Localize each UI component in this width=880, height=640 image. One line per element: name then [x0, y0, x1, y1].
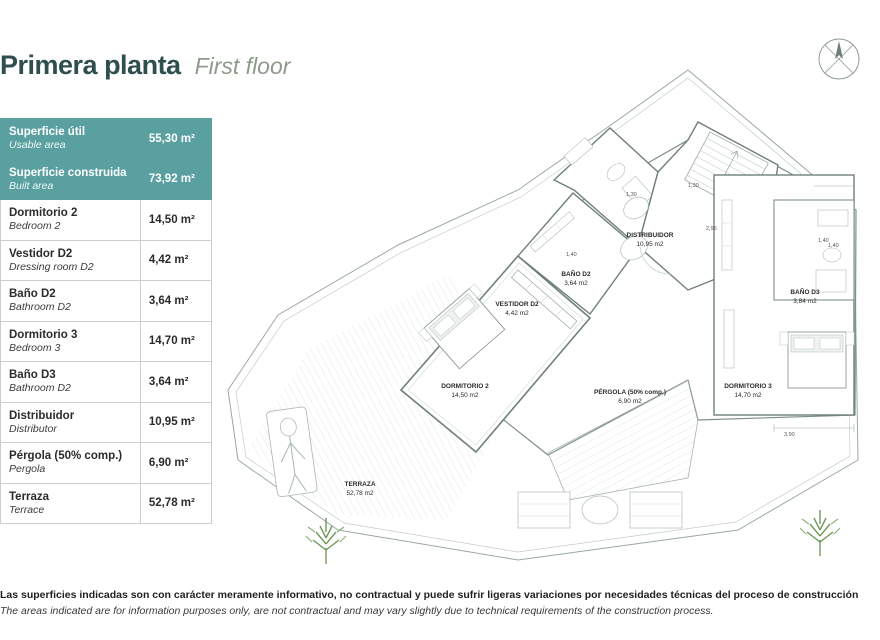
table-cell-label [1, 362, 141, 403]
table-cell-label [1, 402, 141, 443]
room-name: VESTIDOR D2 [495, 301, 539, 309]
table-cell-value: 3,64 m² [140, 362, 211, 403]
table-cell-label [1, 159, 141, 200]
table-row [1, 119, 212, 160]
room-name: BAÑO D2 [561, 271, 591, 279]
table-cell-value: 3,64 m² [140, 281, 211, 322]
room-label-es: Distribuidor [9, 409, 75, 422]
floorplan [218, 60, 866, 570]
footnote-es: Las superficies indicadas son con carácter meramente informativo, no contractual y puede sufrir ligeras variaciones por necesidades técnicas del proceso de construcción [0, 589, 859, 601]
table-cell-label [1, 321, 141, 362]
room-area: 4,42 m2 [505, 310, 529, 317]
room-area: 14,50 m2 [451, 392, 479, 399]
table-row [1, 240, 212, 281]
table-row [1, 362, 212, 403]
room-area: 14,70 m2 [734, 392, 762, 399]
room-area: 6,90 m2 [618, 398, 642, 405]
room-label-en: Distributor [9, 422, 57, 435]
dimension-label: 1,40 [818, 238, 829, 244]
room-label-en: Bathroom D2 [9, 301, 71, 314]
room-name: TERRAZA [344, 481, 376, 489]
room-label-en: Usable area [9, 139, 66, 152]
room-label-es: Superficie construida [9, 166, 127, 179]
room-name: DISTRIBUIDOR [626, 232, 674, 240]
table-cell-value: 6,90 m² [140, 443, 211, 484]
table-row [1, 443, 212, 484]
table-cell-label [1, 240, 141, 281]
room-name: PÉRGOLA (50% comp.) [594, 389, 666, 397]
table-row [1, 159, 212, 200]
table-cell-label [1, 443, 141, 484]
dimension-label: 1,30 [688, 183, 699, 189]
dimension-label: 1,40 [828, 243, 839, 249]
room-name: DORMITORIO 3 [724, 383, 772, 391]
areas-table [0, 118, 212, 524]
areas-table-body [1, 119, 212, 524]
table-cell-value: 55,30 m² [140, 119, 211, 160]
room-label-es: Superficie útil [9, 126, 86, 138]
table-cell-value: 73,92 m² [140, 159, 211, 200]
dimension-label: 1,40 [566, 252, 577, 258]
table-row [1, 321, 212, 362]
table-row [1, 402, 212, 443]
floorplan-drawing [218, 60, 866, 570]
room-label-en: Bedroom 2 [9, 220, 61, 233]
table-cell-value: 10,95 m² [140, 402, 211, 443]
page-title-en: First floor [194, 53, 291, 79]
room-label-es: Dormitorio 2 [9, 207, 78, 219]
room-label-en: Terrace [9, 503, 45, 516]
room-label-es: Pérgola (50% comp.) [9, 450, 123, 462]
dimension-label: 3,90 [784, 432, 795, 438]
room-area: 3,64 m2 [564, 280, 588, 287]
table-cell-value: 52,78 m² [140, 483, 211, 524]
table-cell-label [1, 200, 141, 241]
room-label-es: Baño D3 [9, 369, 56, 381]
table-row [1, 200, 212, 241]
room-label-en: Built area [9, 179, 54, 192]
room-label-en: Pergola [9, 463, 46, 476]
footnote-en: The areas indicated are for information purposes only, are not contractual and may vary slightly due to technical requirements of the construction process. [0, 604, 714, 617]
room-area: 52,78 m2 [346, 490, 374, 497]
table-cell-label [1, 281, 141, 322]
page-title-es: Primera planta [0, 50, 181, 80]
room-label-es: Terraza [9, 490, 50, 503]
dimension-label: 2,95 [706, 226, 717, 232]
table-cell-value: 14,70 m² [140, 321, 211, 362]
room-area: 3,84 m2 [793, 298, 817, 305]
table-cell-label [1, 483, 141, 524]
room-label-en: Dressing room D2 [9, 260, 94, 273]
table-row [1, 483, 212, 524]
room-name: DORMITORIO 2 [441, 383, 489, 391]
table-cell-value: 14,50 m² [140, 200, 211, 241]
room-name: BAÑO D3 [790, 289, 820, 297]
room-area: 10,95 m2 [636, 241, 664, 248]
table-row [1, 281, 212, 322]
room-label-es: Dormitorio 3 [9, 328, 78, 341]
room-label-es: Vestidor D2 [9, 247, 73, 260]
room-label-en: Bedroom 3 [9, 341, 61, 354]
room-label-en: Bathroom D2 [9, 382, 71, 395]
table-cell-label [1, 119, 141, 160]
footnote [0, 588, 880, 620]
dimension-label: 1,30 [626, 192, 637, 198]
table-cell-value: 4,42 m² [140, 240, 211, 281]
room-label-es: Baño D2 [9, 288, 56, 300]
